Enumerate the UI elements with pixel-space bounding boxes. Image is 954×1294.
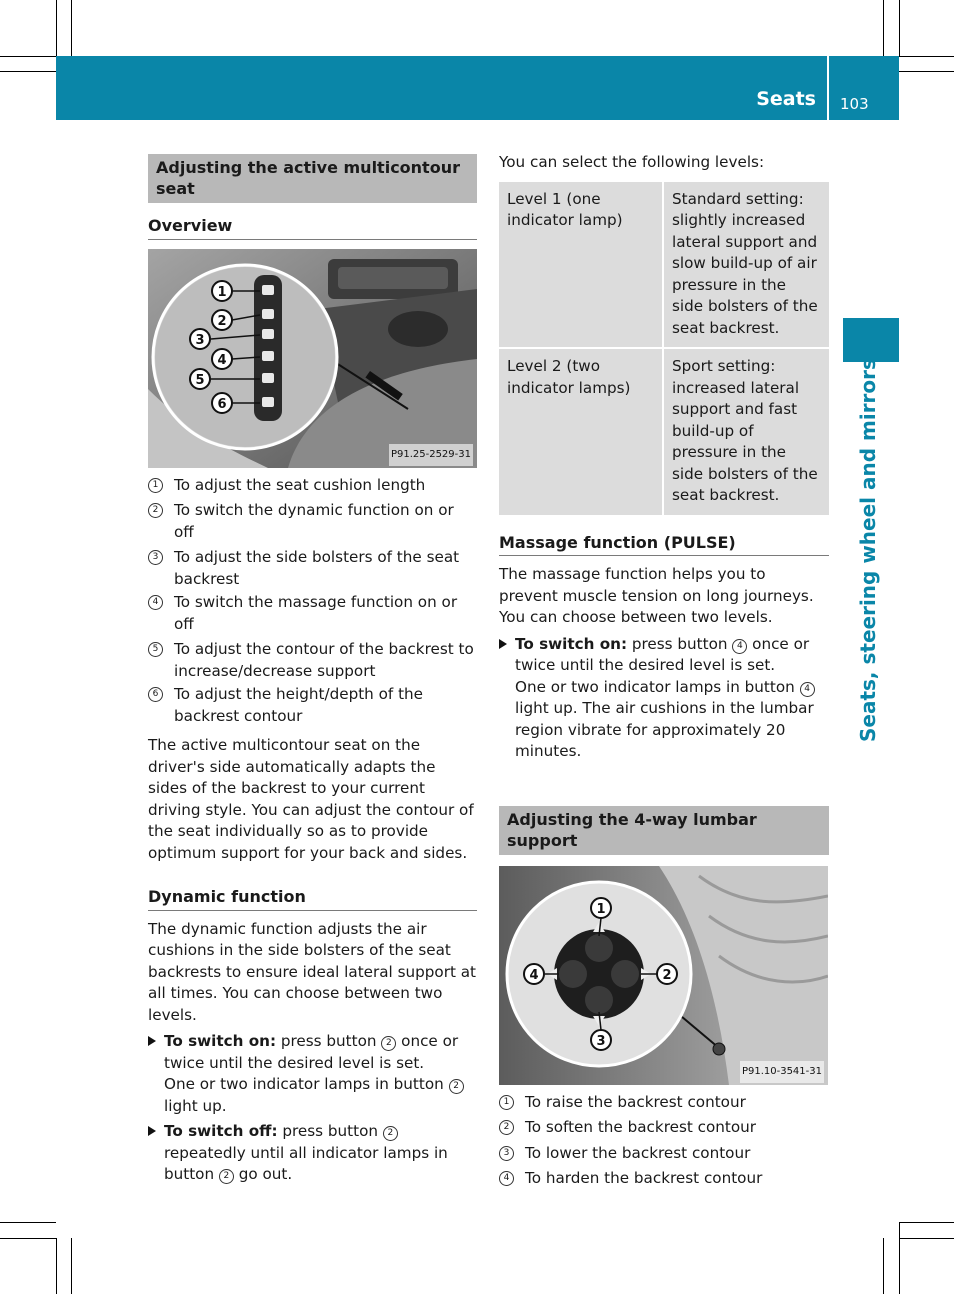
callout-number: 3 [148,550,163,565]
switch-off-step [148,1121,477,1186]
lumbar-callout-list [499,1092,829,1190]
step-text: press button [277,1122,383,1140]
list-item [499,1143,829,1165]
table-row [499,348,829,515]
list-item [148,547,477,590]
list-item [148,592,477,635]
callout-text: To soften the backrest contour [525,1118,757,1136]
right-column [499,152,829,1190]
svg-text:1: 1 [596,901,606,917]
dynamic-function-paragraph: The dynamic function adjusts the air cushions in the side bolsters of the seat backrests to ensure ideal lateral support at all times. You can choose between two levels. [148,919,476,1024]
overview-heading: Overview [148,215,477,240]
list-item [499,1092,829,1114]
image-reference-code: P91.25-2529-31 [389,444,473,466]
svg-text:2: 2 [662,967,672,983]
level-cell: Level 1 (one indicator lamp) [499,182,663,349]
crop-mark [0,1222,56,1223]
crop-mark [71,1238,72,1294]
svg-text:3: 3 [195,332,205,348]
step-label: To switch off: [164,1122,278,1140]
step-followup: light up. The air cushions in the lumbar region vibrate for approximately 20 minutes. [515,699,814,760]
callout-number: 2 [148,503,163,518]
svg-text:4: 4 [217,352,227,368]
list-item [148,639,477,682]
crop-mark [899,71,954,72]
lumbar-control-photo [499,866,828,1085]
lumbar-section-title: Adjusting the 4-way lumbar support [499,806,829,855]
step-text: press button [627,634,733,653]
svg-text:4: 4 [529,967,539,983]
crop-mark [56,0,57,56]
crop-mark [0,1238,56,1239]
massage-paragraph: The massage function helps you to prevent muscle tension on long journeys. You can choose between two levels. [499,565,814,626]
crop-mark [899,56,954,57]
massage-switch-on-step [499,634,829,763]
step-text: once or twice until the desired level is set. [164,1032,459,1072]
callout-text: To adjust the contour of the backrest to increase/decrease support [174,640,474,680]
header-separator [827,56,829,120]
image-reference-code: P91.10-3541-31 [740,1061,824,1083]
list-item [148,475,477,497]
step-arrow-icon [499,639,507,649]
svg-text:6: 6 [217,396,227,412]
svg-text:3: 3 [596,1033,606,1049]
callout-text: To lower the backrest contour [525,1143,751,1162]
step-text: once or twice until the desired level is set. [515,634,810,674]
side-chapter-label: Seats, steering wheel and mirrors [856,358,880,742]
callout-text: To adjust the height/depth of the backrest contour [174,685,424,725]
button-number: 2 [381,1036,396,1051]
crop-mark [0,56,56,57]
crop-mark [0,71,56,72]
svg-text:2: 2 [217,313,227,329]
levels-intro: You can select the following levels: [499,153,765,171]
left-column [148,154,477,1186]
callout-number: 1 [148,478,163,493]
callout-text: To raise the backrest contour [525,1092,746,1111]
page-number: 103 [840,95,869,113]
callout-number: 5 [148,642,163,657]
callout-number: 3 [499,1146,514,1161]
crop-mark [56,1238,57,1294]
step-followup: One or two indicator lamps in button [164,1075,449,1093]
step-arrow-icon [148,1036,156,1046]
step-followup: One or two indicator lamps in button [515,677,800,696]
switch-on-step [148,1031,477,1117]
description-cell: Sport setting: increased lateral support and fast build-up of pressure in the side bolsters of the seat backrest. [663,348,829,515]
crop-mark [899,0,900,56]
dynamic-function-heading: Dynamic function [148,886,477,911]
callout-number: 6 [148,687,163,702]
list-item [148,684,477,727]
crop-mark [899,1222,900,1294]
list-item [499,1168,829,1190]
step-text: repeatedly until all indicator lamps in button [164,1143,448,1183]
button-number: 2 [383,1126,398,1141]
lumbar-control-illustration [499,866,828,1085]
crop-mark [883,0,884,56]
step-followup: light up. [164,1096,227,1115]
button-number: 4 [800,682,815,697]
callout-text: To switch the dynamic function on or off [174,501,454,541]
crop-mark [883,1238,884,1294]
seat-controls-illustration [148,249,477,468]
callout-list [148,475,477,728]
svg-text:5: 5 [195,372,205,388]
svg-text:1: 1 [217,284,227,300]
callout-number: 1 [499,1095,514,1110]
crop-mark [71,0,72,56]
step-arrow-icon [148,1126,156,1136]
table-row [499,182,829,349]
massage-heading: Massage function (PULSE) [499,532,829,557]
list-item [499,1117,829,1139]
levels-table [499,182,829,515]
list-item [148,500,477,543]
step-text: press button [276,1032,382,1050]
button-number: 4 [732,639,747,654]
callout-text: To adjust the seat cushion length [174,475,426,494]
step-label: To switch on: [515,634,628,653]
crop-mark [899,1238,954,1239]
callout-text: To harden the backrest contour [525,1169,763,1187]
description-cell: Standard setting: slightly increased lateral support and slow build-up of air pressure in the side bolsters of the seat backrest. [663,182,829,349]
callout-number: 4 [148,595,163,610]
section-title: Adjusting the active multicontour seat [148,154,477,203]
callout-text: To adjust the side bolsters of the seat backrest [174,548,460,588]
callout-number: 4 [499,1171,514,1186]
seat-controls-photo [148,249,477,468]
step-label: To switch on: [164,1032,277,1050]
chapter-title: Seats [756,88,816,110]
callout-number: 2 [499,1120,514,1135]
crop-mark [899,1222,954,1223]
intro-paragraph: The active multicontour seat on the driver's side automatically adapts the sides of the backrest to your current driving style. You can adjust the contour of the seat individually so as to provide optimum support for your back and sides. [148,736,474,862]
button-number: 2 [219,1169,234,1184]
button-number: 2 [449,1079,464,1094]
step-text: go out. [233,1165,293,1183]
callout-text: To switch the massage function on or off [174,593,458,633]
level-cell: Level 2 (two indicator lamps) [499,348,663,515]
